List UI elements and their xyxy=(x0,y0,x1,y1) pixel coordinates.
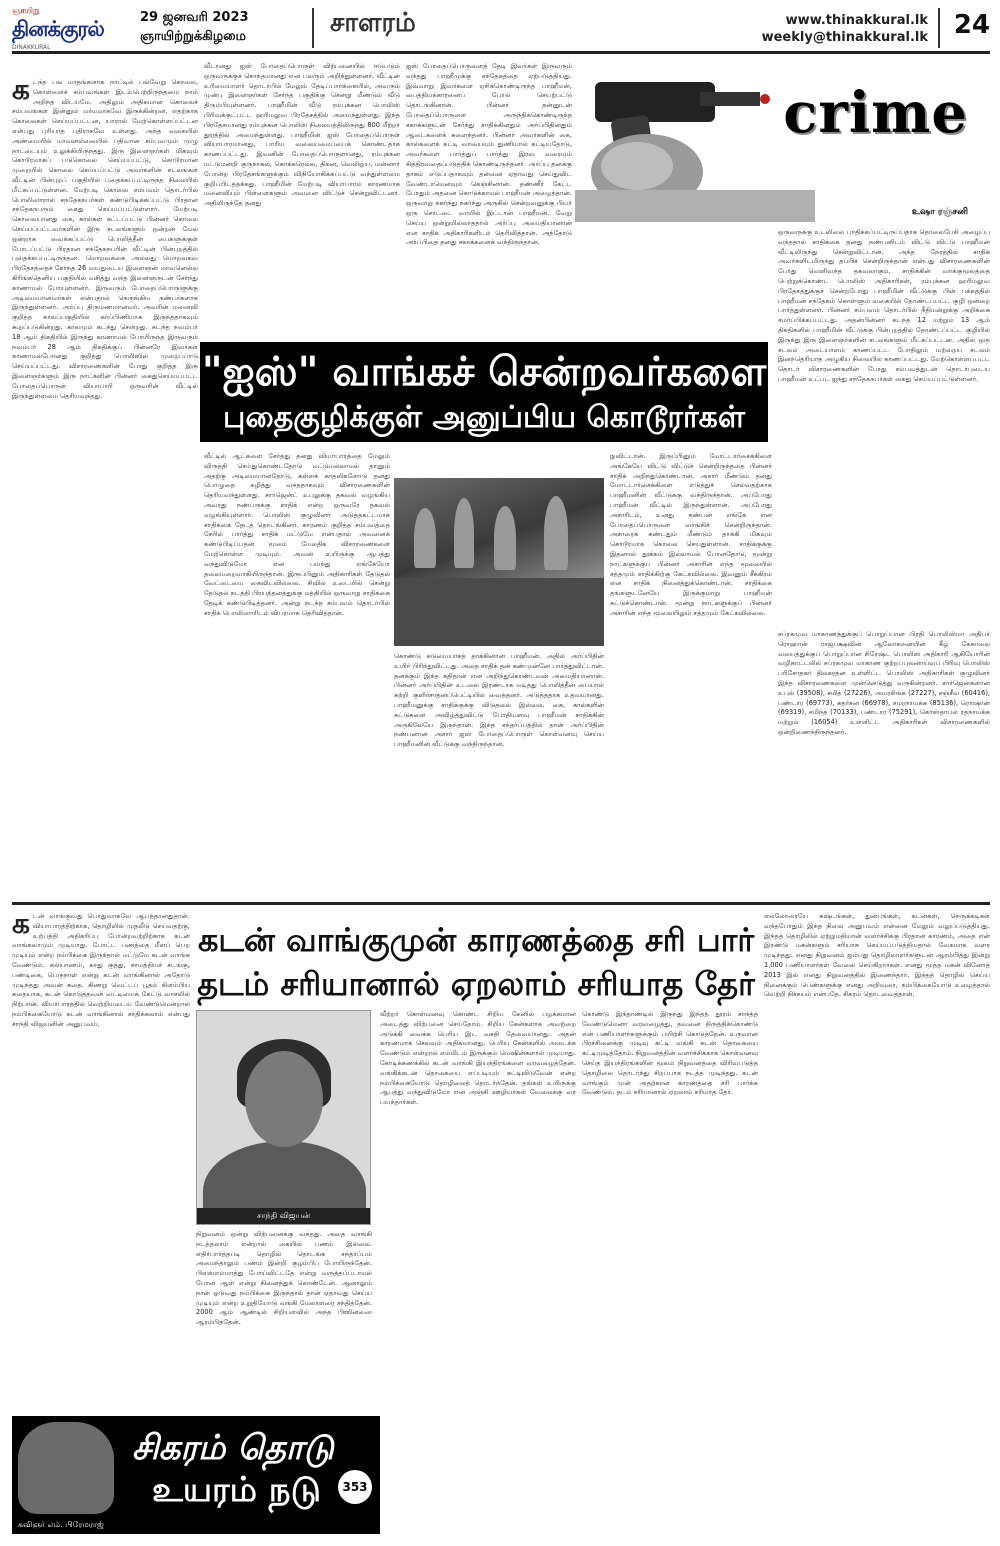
photo-figure xyxy=(414,508,436,568)
masthead-logo xyxy=(12,6,116,51)
article1-col3-text: ஐஸ் போதைப்பொருளைத் தேடி இவர்கள் இருவரும் வந்தது பாஹீமுக்கு சந்தேகத்தை ஏற்படுத்தியது. இவ்வாறு இவர்களை ஏசிக்கொண்டிருந்த பாஹீமன், பைத்தியக்காரனைப் போல் செயற்பட்டு தொடங்கினான். பின்னர் தன்னுடன் போதைப்பொருளை அருந்திக்கொண்டிருந்த சகாக்களுடன் சேர்ந்து சாதிக்கினதும் அர்ப்பிதினதும் ஆடைகளைக் களைந்தனர். பின்னர் அவர்களின் கை, கால்களைக் கட்டி வாயையும் துணியால் கட்டியதோடு, அவர்களை பார்த்துப் பார்த்து இரவு வரையும் சித்திரவதைப்படுத்திக் கொண்டிருந்தனர். அர்ப்பு தனக்கு தாகம் எடுப்பதாகவும் தன்னை ஏதாவது செய்துவிட வேண்டாமெனவும் கெஞ்சினான். தண்ணீர் கேட்ட போதும் அதனை கொடுக்காமல் பாஹீமன் அழைத்தான். ஒருவாறு நகர்ந்து நகர்ந்து அருகில் சென்றவனுக்கு பியர் ஒரு சொட்டை வாயில் இட்டான் பாஹீமன். வேறு செய்ய ஒன்றுமில்லாததால் அர்ப்பு அமைதியானான் என சாதிக் அதிகாரிகளிடம் தெரிவித்தான். அத்தோடு அர்ப்பிதை தனது சகாக்களைக் வந்திருந்தான். xyxy=(406,62,572,247)
logo-tagline: DINAKKURAL xyxy=(12,44,51,51)
article1-column-1 xyxy=(12,78,198,896)
header-divider xyxy=(312,8,314,48)
article1-column-3 xyxy=(406,62,572,338)
article1-dropcap: க xyxy=(12,78,30,106)
email-link[interactable]: weekly@thinakkural.lk xyxy=(761,30,928,45)
article1-column-mid3 xyxy=(610,452,772,896)
article2-col2-text: நிறுவனம் ஒன்று விற்பனைக்கு வந்தது. அதை வாங்கி நடத்தலாம் என்றால் கையில் பணம் இல்லை. எதிர்பார்த்தபடி தொழில் தொடங்க சந்தர்ப்பம் அமைந்தாலும் பணம் இன்றி குழம்பிப் போயிருந்தேன். பிஎஸ்எம்மாத்து போய்விட்டதே என்று வருத்தப்படாமல் போன ஆள் என்று நினைத்துக் கொண்டேன். ஆனாலும் நான் ஓடுவது நம்பிக்கை இருந்தால் தான் ஏதாவது செய்ய முடியும் என்ற உறுதியோடு வங்கி மேலாளரை சந்தித்தேன். 2000 ஆம் ஆண்டில் சிறியளவில் அந்த பிஸினஸை ஆரம்பித்தேன். xyxy=(196,1230,372,1327)
article1-col2-text: வீடானது ஐஸ் போதைப்பொருள் விற்பனையில் ஈடுபடும் ஒருவருக்குச் சொந்தமானது என பலரும் அறிந்துள்ளனர். வீட்டின் உரிமையாளர் தொடர்பில் மேலும் தேடிப்பார்க்கையில், அவரும் முன்பு இளைஞர்கள் சேர்ந்த பகுதிக்கு சென்று மீண்டும் வீடு திரும்பியுள்ளனர். பாஹீமின் வீடு ரம்புக்கன பொலிஸ் பிரிவுக்குட்பட்ட ஹரிமலுவ பிரதேசத்தில் அமைந்துள்ளது. இந்த பிரதேசமானது ரம்புக்கன பொலிஸ் நிலையத்திலிருந்து 800 மீற்றர் தூரத்தில் அமைந்துள்ளது. பாஹீமின் ஐஸ் போதைப்பொருள் வியாபாரமானது, பாரிய வலையமைப்பைக் கொண்டதாக காணப்பட்டது. இவனின் போதைப்பொருளானது, ரம்புக்கன மட்டுமன்றி குருநாகல், கொக்கரெல்ல, திகன, வெலிஓய, மன்னார் போன்ற பிரதேசங்களுக்கும் விநியோகிக்கப்பட்டு வந்துள்ளமை குறிப்பிடத்தக்கது. பாஹீமின் மேற்படி வியாபாரம் காரணமாக மனைவியும் பிள்ளைகளும் அவனை விட்டுச் சென்றுவிட்டனர். அதிலிருந்தே தனது xyxy=(204,62,400,208)
article2-headline-line2: தடம் சரியானால் ஏறலாம் சரியாத தேர் xyxy=(197,965,755,1003)
sigaram-author: கவிஞர் எம். பிரேமராஜ் xyxy=(18,1520,104,1529)
logo-small-text: ஞாயிறு xyxy=(12,6,40,15)
crime-graphic xyxy=(575,62,990,222)
article1-column-2 xyxy=(204,62,400,338)
sigaram-title-line1: சிகரம் தொடு xyxy=(132,1428,334,1468)
sigaram-episode-number: 353 xyxy=(338,1470,372,1504)
author-portrait xyxy=(196,1010,371,1225)
issue-date xyxy=(140,10,300,50)
photo-figure xyxy=(454,498,474,568)
portrait-caption: சாந்தி விஜயன் xyxy=(197,1208,370,1224)
website-link[interactable]: www.thinakkural.lk xyxy=(785,13,928,28)
article1-headline xyxy=(200,342,768,442)
article1-colmid2-text: கொண்டு கடுமையாகத் தாக்கினான் பாஹீமன். அதில் அர்ப்பிதின் உயிர் பிரிந்துவிட்டது. அதை சாதிக் தன் கண்முன்னே பார்த்துவிட்டான். தனக்கும் இந்த கதிதான் என அறிந்துகொண்டவன் அமைதியானான். பின்னர் அர்ப்பிதின் உடலை இரண்டாக மடித்து பொலித்தீன் பையால் சுற்றி குளிர்சாதனப்பெட்டியில் வைத்தனர். அடுத்ததாக உதவமானது. பாஹீமனுக்கு சாதிக்குக்கு விடுதலை இல்லை. கை, கால்களின் கட்டுகளை அவிழ்த்துவிட்டு போதியளவு பாஹீமன் சாதிக்கின் அருகிலேயே இருந்தான். இந்த சந்தர்ப்பத்தில் தான் அர்ப்பிதின் நண்பனான அசார் ஐஸ் போதைப்பொருள் கொள்வனவு செய்ய பாஹீமனின் வீட்டுக்கு வந்திருந்தான். xyxy=(394,652,604,749)
photo-ground xyxy=(394,578,604,646)
logo-name: தினக்குரல் xyxy=(12,16,104,41)
crime-title-graphic: crime xyxy=(783,80,968,146)
article2-column-5 xyxy=(764,912,990,1534)
article2-column-4 xyxy=(582,1010,758,1534)
article1-headline-line1: "ஐஸ்" வாங்கச் சென்றவர்களை xyxy=(201,348,767,395)
section-title: சாளரம் xyxy=(330,8,416,38)
article1-col4-text: ஒருவருக்கு உடலிலை பாதிக்கப்பட்டிருப்பதாக தொலைபேசி அழைப்பு வந்ததால் சாதிக்கை தனது நண்பனிடம் விட்டு விட்டு பாஹீமன் வீட்டிலிருந்து சென்றுவிட்டான். அந்த நேரத்தில் சாதிக் அவர்களிடமிருந்து தப்பிச் சென்றிருந்தான் என்பது விசாரணைகளின் போது வெளிவந்த தகவலாகும். சாதிக்கின் வாக்குமூலத்தை பெற்றுக்கொண்ட பொலிஸ் அதிகாரிகள், ரம்புக்கன ஹரிமலுவ பிரதேசத்துக்குச் சென்றபோது பாஹீமின் வீட்டுக்கு பின் பக்கத்தில் பாஹீமன் சந்தேகம் கொள்ளும் வகையில் தோண்டப்பட்ட குழி ஒன்றை பார்த்துள்ளனர். பின்னர் சம்பவம் தொடர்பில் நீதிமன்றுக்கு அறிக்கை சமர்ப்பிக்கப்பட்டது. அதன்பின்னர் கடந்த 12 மற்றும் 13 ஆம் திகதிகளில் பாஹீமின் வீட்டுக்கு பின்புறத்தில் தோண்டப்பட்ட குழியில் இருந்து இரு இளைஞர்களின் சடலங்களும் மீட்கப்பட்டன. அதில் ஒரு சடலம் அடையாளம் காணப்பட்ட போதிலும் மற்றைய சடலம் இனந்தெரியாத அழுகிய நிலையில் காணப்பட்டது. மேற்கொள்ளப்பட்ட தொடர் விசாரணைகளின் போது சம்பவத்துடன் தொடர்புடைய பாஹீமன் உட்பட ஐந்து சந்தேகநபர்கள் கைது செய்யப்பட்டுள்ளனர். xyxy=(778,228,990,383)
article2-headline xyxy=(196,918,756,1006)
article1-column-mid1 xyxy=(204,452,390,896)
photo-figure xyxy=(494,506,516,570)
page-header xyxy=(12,6,990,54)
sigaram-column-box xyxy=(12,1416,380,1534)
crime-scene-photo xyxy=(394,478,604,646)
article2-column-3 xyxy=(380,1010,576,1534)
article1-headline-line2: புதைகுழிக்குள் அனுப்பிய கொடூரர்கள் xyxy=(223,400,745,435)
article2-dropcap: க xyxy=(12,912,30,940)
article1-column-4 xyxy=(778,228,990,628)
date-text: 29 ஜனவரி 2023 xyxy=(140,10,249,25)
photo-figure xyxy=(544,496,568,570)
section-divider xyxy=(12,902,990,905)
page-number: 24 xyxy=(953,10,990,40)
day-text: ஞாயிற்றுக்கிழமை xyxy=(140,29,247,44)
article1-col4b-text: சப்ரகமுவ மாகாணத்துக்குப் பொறுப்பான பிரதி பொலிஸ்மா அதிபர் ரொஹான் ராஜபக்ஷவின் ஆலோசனையின் கீழ் கேகாலை வலயத்துக்குப் பொறுப்பான சிரேஷ்ட பொலிஸ் அதிகாரி ஆகியோரின் வழிகாட்டலில் சப்ரகமுவ மாகாண குற்றப்புலனாய்வுப் பிரிவு பொலிஸ் பரிசோதகர் திலகரத்ன உள்ளிட்ட பொலிஸ் அதிகாரிகள் குழுவினர் இந்த விசாரணைகளை முன்னெடுத்து வருகின்றனர். சார்ஜென்களான உபுல் (39508), சமித் (27226), அமரசிங்க (27227), சஞ்சீவ (60416), பண்டார (69773), சுதர்சன (66978), சமரநாயக்க (85136), ரொஷான் (69319), சமிந்த (70133), பண்டார (75291), கொஸ்தாபல் ரத்நாயக்க மற்றும் (16054) உள்ளிட்ட அதிகாரிகள் விசாரணைகளில் ஒன்றிணைந்திருந்தனர். xyxy=(778,630,990,736)
contact-block xyxy=(762,12,928,46)
article1-column-4b xyxy=(778,630,990,896)
article2-headline-line1: கடன் வாங்குமுன் காரணத்தை சரி பார் xyxy=(197,921,755,959)
article1-colmid1-text: வீட்டில் ஆட்களை சேர்த்து தனது வியாபாரத்தை மேலும் விருத்தி செய்துகொண்டதோடு மட்டுமல்லாமல் தானும் அதற்கு அடிமையானதோடு, கள்ளக் காதலிகளோடு தனது பொழுதை கழித்து வந்ததாகவும் விசாரணைகளின் தெரியவந்துள்ளது. சார்ஜென்ட் உபுலுக்கு தகவல் வழங்கிய அவரது நண்பருக்கு சாதிக் என்ற ஒருவரே தகவல் வழங்கியுள்ளார். பொலிஸ் குழுவினர் அடுத்தகட்டமாக சாதிக்கை தேடத் தொடங்கினர். காரணம் குறித்த சம்பவத்தை நேரில் பார்த்து சாதிக் மட்டுமே என்பதால் அவனைக் கண்டுபிடிப்பதன் மூலம் மேலதிக விசாரணைகளை மேற்கொள்ள முடியும். அவன் உயிருக்கு ஆபத்து வந்துவிடுமோ என பயந்து எங்கேயோ தலைமறைவாகியிருந்தான். இருப்பினும் அதிகாரிகள் தேடுதல் வேட்டையை கைவிடவில்லை. சிவில் உடையில் சென்று தேடுதல் நடத்தி பிரயத்தனத்துக்கு மத்தியில் ஒருவாறு சாதிக்கை தேடிக் கண்டுபிடித்தனர். அன்று நடந்த சம்பவம் தொடர்பில் சாதிக் பொலிஸாரிடம் விபரமாக தெரிவித்தான். xyxy=(204,452,390,617)
sigaram-title-line2: உயரம் நடு xyxy=(152,1470,321,1510)
article1-column-mid2 xyxy=(394,652,604,896)
article2-col3-text: வீற்றர் கொள்வனவு கொண்ட சிறிய கேனில் பழக்கமான அடைத்து விற்பனை செய்தோம். சிறிய கேன்களாக அவற்றை அடுக்கி வைக்க பெரிய இட வசதி தேவையானது. அதன் காரணமாக செலவும் அதிகமானது. பெரிய கேன்களில் அடைக்க வேண்டும் என்றால் எம்மிடம் இருக்கும் மெஷின்களால் முடியாது. கோடிக்கணக்கில் கடன் வாங்கி இயந்திரங்களை வரவழைத்தேன். வங்கிக்கடன் தொகையை எப்படியும் கட்டிவிடுவேன் என்ற நம்பிக்கையோடு தொழிலைத் தொடர்ந்தேன். தங்கள் உயிருக்கு ஆபத்து வந்துவிடுமோ என அஞ்சி ஊழியர்கள் வேலைக்கு வர பயந்தார்கள். xyxy=(380,1010,576,1107)
author-photo xyxy=(18,1422,114,1514)
header-divider-right xyxy=(938,8,940,48)
portrait-face xyxy=(245,1051,323,1147)
article2-column-1 xyxy=(12,912,190,1410)
article2-col4-text: கொண்டு இந்தாண்டில் இருந்து இந்தத் தூரம் சாந்த்த வேண்டுமெனா வரவழைத்து, தவனை திருத்திக்கொண்டு என் பணியாளர்களுக்கும் பயிற்சி கொடுத்தேன். உருவான பிரச்சினைக்கு முடிவு கட்டி வங்கி கடன் தொகையை கட்டிமுடித்தோம். நிறுவனத்தின் வளர்ச்சிக்காக கொள்வனவு செய்த இயந்திரங்களின் மூலம் நிறுவனத்தை விரிவுபடுத்த தொழிலை தொடர்ந்து சிறப்பாக நடத்த முடிந்தது. கடன் வாங்கும் முன் அதற்கான காரணத்தை சரி பார்க்க வேண்டும். தடம் சரியானால் ஏறலாம் சரியாத தேர். xyxy=(582,1010,758,1097)
article1-colmid3-text: நுவிட்டான். இருப்பினும் மோட்டார்சைக்கிளை அங்கேயே விட்டு விட்டுச் சென்றிருந்ததை பின்னர் சாதிக் அறிந்துகொண்டான். அசார் மீண்டும் தனது மோட்டார்சைக்கிளை எடுத்துச் செல்வதற்காக பாஹீமனின் வீட்டுக்கு வந்திருந்தான். அப்போது பாஹீமன் வீட்டில் இருந்துள்ளான். அப்போது அசாரிடம், உனது நண்பன் எங்கே என போதைப்பொருளை வாங்கிச் சென்றிருந்தான். அசாரைக் கண்டதும் மீண்டும் தாக்கி மிகவும் கொடூரமாக கொலை செய்துள்ளான். சாதிக்குக்கு இதனால் தூக்கம் இல்லாமல் போனதோடு, மூன்று நாட்களுக்குப் பின்னர் அசாரின் எந்த மூலையில் சத்தமும் சாதிக்கிற்கு கேட்கவில்லை. இவனும் சீக்கிரம் என சாதிக் நினைத்துக்கொண்டான். சாதிக்கை தங்களுடனேயே இருக்குமாறு பாஹீமன் கட்டுக்கொண்டான். மூன்று நாட்களுக்குப் பின்னர் அசாரின் எந்த மூலையிலும் சத்தமும் கேட்கவில்லை. xyxy=(610,452,772,617)
article2-col5-text: எல்லோரையே கஷ்டங்கள், துன்பங்கள், கடன்கள், நெருக்கடிகள் வந்தபோதும் இந்த நிலை அனுபவம் என்னை மேலும் வலுப்படுத்தியது. இந்தத் தொழிலில் ஏற்றுமதியான் வளர்ச்சிக்கு பிரதான காரணம், அதை என் இரண்டு மகன்களும் சரியாக செய்யப்படுத்தியதால் வேகமாக வளர முடிந்தது. எனது நிறுவனம் ஐம்பது தொழிலாளர்களுடன் ஆரம்பித்து இன்று 1,000 பணியாளர்கள் வேலை செய்கிறார்கள். எனது மூத்த மகன் வினோத் 2013 இல் எனது நிறுவனத்தில் இணைந்தார். இந்தத் தொழில் செய்ய நினைக்கும் பெண்களுக்கு எனது அறிவுரை, நம்பிக்கையோடு உழைத்தால் வெற்றி நிச்சயம் என்பதே. சிகரம் தொடவைத்தான். xyxy=(764,912,990,999)
article1-col1-text: டந்த பல மாதங்களாக நாட்டில் பல்வேறு கொலை, கொள்ளைச் சம்பவங்கள் இடம்பெற்றிருந்தமை நாம் அறிந்த விடயமே. அதிலும் அதிகமான கொலைச் சம்பவங்கள் இன்னும் மர்மமாகவே இருக்கின்றன. எதற்காக கொலைகள் செய்யப்பட்டன, யாரால் மேற்கொள்ளப்பட்டன என்பது புரியாத புதிராகவே உள்ளது. அந்த வகையில் அண்மையில் மாவனல்லையில் பதிவான சம்பவமும் முழு நாட்டையும் உலுக்கியிருந்தது. இரு இளைஞர்கள் மிகவும் கொடூரமாகப் படுகொலை செய்யப்பட்டு, கொடூரமான முறையில் கொலை செய்யப்பட்டு அவர்களின் சடலங்கள் வீட்டின் பின்புறப் பகுதியில் புதைக்கப்பட்டிருந்த நிலையில் மீட்கப்பட்டுள்ளன. மேற்படி கொலை சம்பவம் தொடர்பில் பொலிஸாரால் சந்தேகநபர்கள் கண்டுபிடிக்கப்பட்டு பிரதான சந்தேகநபரும் கைது செய்யப்பட்டுள்ளார். மேற்படி கொலையானது கை, கால்கள் கட்டப்பட்டு பின்னர் கொலை செய்யப்பட்டவர்களின் இரு சடலங்களும் ஒன்றன் மேல் ஒன்றாக வைக்கப்பட்டு பொலித்தீன் பைகளுக்குள் போடப்பட்டு பிரதான சந்தேகநபரின் வீட்டின் பின்புறத்தில் புதைக்கப்பட்டிருந்தன. மொறவக்கை அல்லது மொறவகவ பிரதேசத்தைச் சேர்ந்த 26 வயதுடைய இளைஞன் மாவனெல்ல கிரிங்கதெனிய பகுதியில் வசித்து வந்த இளைஞருடன் சேர்ந்து காணாமல் போயுள்ளனர். இருவரும் போதைப்பொருளுக்கு அடிமையானவர்கள் என்பதால் நெருங்கிய நண்பர்களாக இருந்துள்ளனர். அர்ப்பு திருமணமானவர். அவரின் மனைவி குறித்த காலப்பகுதியில் கர்ப்பிணியாக இருந்ததாகவும் கூறப்படுகின்றது. காலமும் கடந்து சென்றது. கடந்த நவம்பர் 18 ஆம் திகதியில் இருந்து காணாமல் போயிருந்த இருவரும் நவம்பர் 28 ஆம் திகதிக்குப் பின்னரே இவர்கள் காணாமல்போனது குறித்து பொலிஸில் முறைப்பாடு செய்யப்பட்டது. விசாரணைகளின் போது குறித்த இரு இளைஞர்களும் இரு நாட்களின் பின்னர் கைதுசெய்யப்பட்ட போதைப்பொருள் வியாபாரி ஒருவரின் வீட்டில் இருந்துள்ளமை தெரியவந்தது. xyxy=(12,78,198,400)
article2-col1-text: டன் வாங்குவது பொதுவாகவே ஆபத்தானதுதான். வியாபாரத்திற்காக, தொழிலில் முதலீடு செய்வதற்கு, உற்பத்தி அதிகரிப்பு போன்றவற்றிற்காக கடன் வாங்கலாமும் முடியாது. போட்ட பணத்தை மீளப் பெற முடியும் என்ற நம்பிக்கை இருந்தால் மட்டுமே கடன் வாங்க வேண்டும். கல்யாணம், காது குத்து, சாமத்தியச் சடங்கு, பண்டிகை, பெருநாள் என்று கடன் வாங்கினால் அதோடு முடிந்தது அவன் கதை. கிணறு வெட்டப் பூதம் கிளம்பிய கதையாக, கடன் கொடுத்தவன் வட்டியைக் கேட்டு வாசலில் நிற்பான். வியாபாரத்தில் வெற்றியடைய வேண்டுமென்றால் நம்பிக்கையோடு கடன் வாங்கினால் சாதிக்கலாம் என்பது சாந்தி விஜயனின் அனுபவம். xyxy=(12,912,190,1028)
article1-byline: உஷா ரஞ்சனி xyxy=(911,207,968,217)
